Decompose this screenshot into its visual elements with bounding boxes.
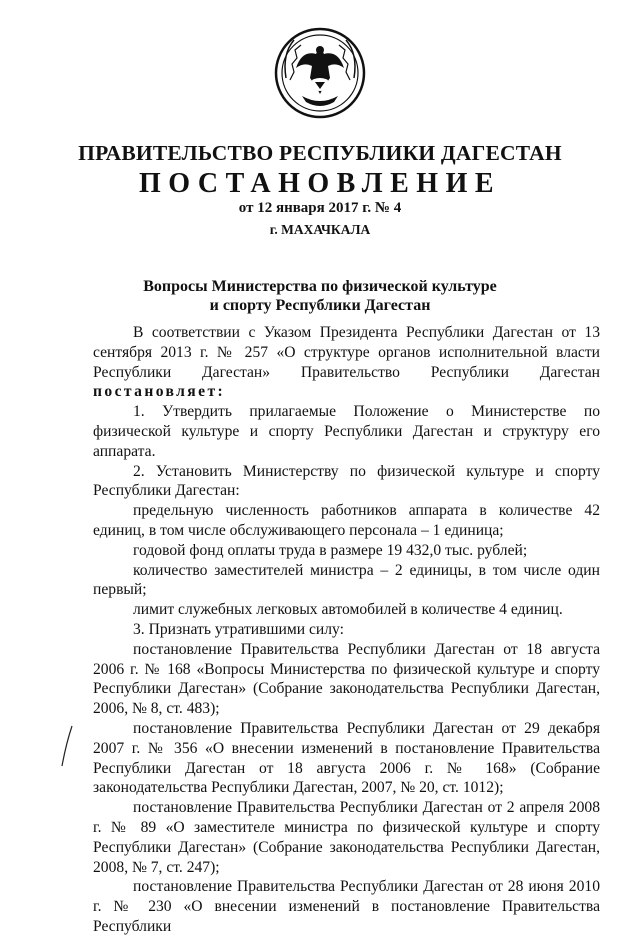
preamble-text: В соответствии с Указом Президента Республики Дагестан от 13 сентября 2013 г. № 257 «О структуре органов исполнительной власти Республики Дагестан» Правительство Республики Дагестан bbox=[93, 324, 600, 381]
document-type-heading: ПОСТАНОВЛЕНИЕ bbox=[138, 168, 502, 199]
clause-2: 2. Установить Министерству по физической культуре и спорту Республики Дагестан: bbox=[93, 462, 600, 500]
document-body bbox=[93, 323, 600, 937]
clause-1: 1. Утвердить прилагаемые Положение о Министерстве по физической культуре и спорту Республики Дагестан и структуру его аппарата. bbox=[93, 403, 600, 460]
subject-line-2: и спорту Республики Дагестан bbox=[209, 297, 431, 314]
government-title: ПРАВИТЕЛЬСТВО РЕСПУБЛИКИ ДАГЕСТАН bbox=[78, 141, 562, 165]
subject-line-1: Вопросы Министерства по физической культуре bbox=[143, 278, 497, 295]
margin-pen-mark bbox=[58, 724, 76, 768]
clause-2-vehicles: лимит служебных легковых автомобилей в количестве 4 единиц. bbox=[133, 601, 563, 619]
decision-keyword: постановляет: bbox=[93, 383, 226, 401]
clause-2-deputies: количество заместителей министра – 2 единицы, в том числе один первый; bbox=[93, 561, 600, 599]
clause-2-staff-limit: предельную численность работников аппарата в количестве 42 единиц, в том числе обслуживающего персонала – 1 единица; bbox=[93, 502, 600, 539]
document-subject bbox=[0, 277, 640, 315]
preamble-paragraph bbox=[93, 323, 600, 402]
clause-3: 3. Признать утратившими силу: bbox=[133, 620, 344, 638]
clause-3-repeal-2: постановление Правительства Республики Дагестан от 29 декабря 2007 г. № 356 «О внесении изменений в постановление Правительства Республики Дагестан от 18 августа 2006 г. № 168» (Собрание законодательства Республики Дагестан, 2007, № 20, ст. 1012); bbox=[93, 719, 600, 797]
clause-3-repeal-3: постановление Правительства Республики Дагестан от 2 апреля 2008 г. № 89 «О заместителе министра по физической культуре и спорту Республики Дагестан» (Собрание законодательства Республики Дагестан, 2008, № 7, ст. 247); bbox=[93, 799, 600, 876]
coat-of-arms-eagle-icon bbox=[272, 20, 368, 126]
document-date-number: от 12 января 2017 г. № 4 bbox=[238, 200, 402, 216]
clause-2-payroll: годовой фонд оплаты труда в размере 19 432,0 тыс. рублей; bbox=[133, 541, 528, 559]
clause-3-repeal-1: постановление Правительства Республики Дагестан от 18 августа 2006 г. № 168 «Вопросы Министерства по физической культуре и спорту Республики Дагестан» (Собрание законодательства Республики Дагестан, 2006, № 8, ст. 483); bbox=[93, 640, 600, 718]
clause-3-repeal-4: постановление Правительства Республики Дагестан от 28 июня 2010 г. № 230 «О внесении изменений в постановление Правительства Республики bbox=[93, 878, 600, 935]
document-city: г. МАХАЧКАЛА bbox=[269, 222, 371, 237]
